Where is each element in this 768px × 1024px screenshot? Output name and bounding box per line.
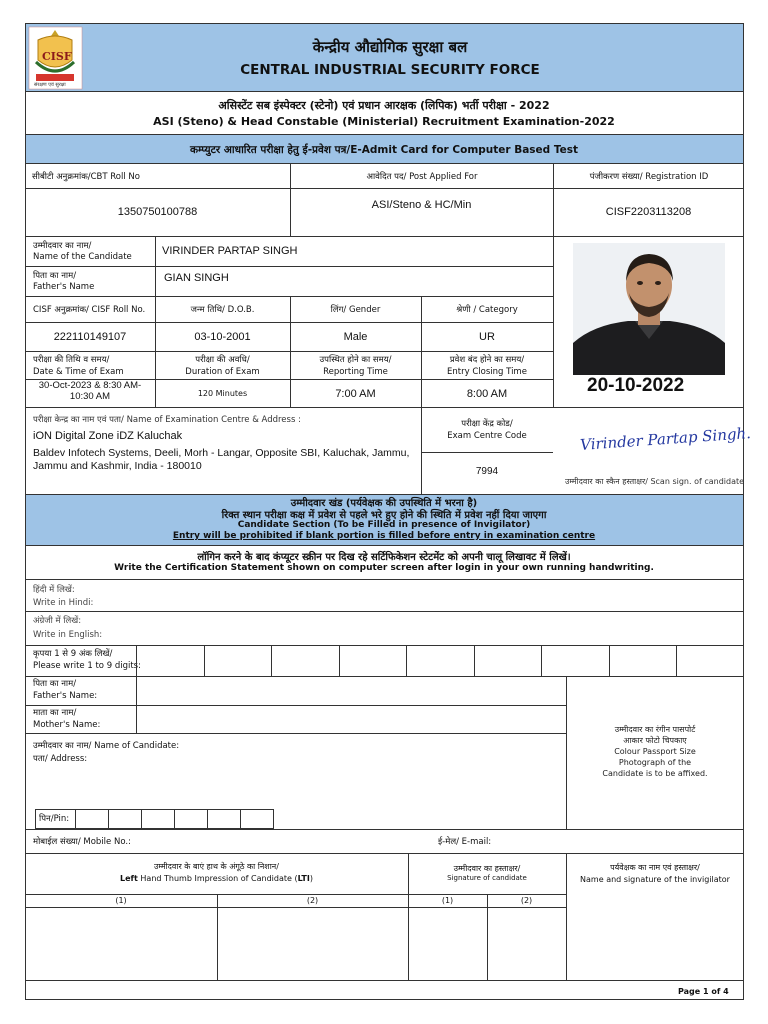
candidate-name-label-en: Name of the Candidate (33, 252, 132, 262)
digit-box-9[interactable] (677, 646, 743, 675)
write-english-label-en: Write in English: (33, 630, 103, 640)
reporting-label-hi: उपस्थित होने का समय/ (319, 355, 392, 365)
affix-photo-en-1: Colour Passport Size (614, 747, 696, 756)
pin-box-1[interactable] (75, 809, 109, 829)
duration-value: 120 Minutes (197, 389, 248, 398)
certification-en: Write the Certification Statement shown on computer screen after login in your own running handwriting. (114, 563, 654, 573)
form-father-label-hi: पिता का नाम/ (33, 679, 77, 689)
digit-box-1[interactable] (137, 646, 203, 675)
digit-box-2[interactable] (205, 646, 270, 675)
affix-photo-area (567, 724, 743, 779)
gender-value: Male (343, 331, 368, 343)
affix-photo-en-2: Photograph of the (618, 758, 692, 767)
scanned-signature-label: उम्मीदवार का स्कैन हस्ताक्षर/ Scan sign. of candidate (565, 477, 745, 486)
thumb-label-en (25, 874, 408, 883)
digit-box-3[interactable] (272, 646, 338, 675)
sig-col-2: (2) (520, 896, 533, 905)
reporting-label-en: Reporting Time (323, 367, 388, 377)
thumb-label-lti: LTI (297, 874, 310, 883)
invigilator-label-en: Name and signature of the invigilator (580, 875, 730, 884)
digit-box-7[interactable] (542, 646, 608, 675)
thumb-label-end: ) (309, 874, 313, 883)
pin-box-2[interactable] (108, 809, 142, 829)
form-mother-field[interactable] (137, 706, 565, 732)
candidate-section-hi-1: उम्मीदवार खंड (पर्यवेक्षक की उपस्थिति में भरना है) (290, 498, 478, 509)
gender-label: लिंग/ Gender (330, 305, 381, 315)
sig-box-2[interactable] (488, 908, 565, 979)
sig-box-1[interactable] (409, 908, 486, 979)
candidate-name-value: VIRINDER PARTAP SINGH (162, 245, 298, 257)
thumb-box-1[interactable] (26, 908, 216, 979)
pin-box-5[interactable] (207, 809, 241, 829)
exam-date-label-hi: परीक्षा की तिथि व समय/ (33, 355, 110, 365)
form-mother-label-hi: माता का नाम/ (33, 708, 77, 718)
form-father-label-en: Father's Name: (33, 691, 98, 701)
sig-label-hi: उम्मीदवार का हस्ताक्षर/ (453, 864, 521, 873)
form-mother-label-en: Mother's Name: (33, 720, 101, 730)
logo-motto: संरक्षण एवं सुरक्षा (34, 82, 66, 88)
header-title-hindi: केन्द्रीय औद्योगिक सुरक्षा बल (312, 38, 468, 56)
header-band (26, 24, 743, 91)
photo-date: 20-10-2022 (587, 375, 685, 396)
centre-label: परीक्षा केन्द्र का नाम एवं पता/ Name of Examination Centre & Address : (33, 415, 301, 425)
duration-label-en: Duration of Exam (185, 367, 260, 377)
exam-date-label-en: Date & Time of Exam (33, 367, 124, 377)
form-address-label: पता/ Address: (33, 754, 88, 764)
digits-label-en: Please write 1 to 9 digits: (33, 661, 141, 671)
mobile-field[interactable] (140, 831, 430, 851)
exam-title-hindi: असिस्टेंट सब इंस्पेक्टर (स्टेनो) एवं प्रधान आरक्षक (लिपिक) भर्ती परीक्षा - 2022 (218, 99, 550, 112)
closing-value: 8:00 AM (466, 388, 508, 400)
pin-box-6[interactable] (240, 809, 274, 829)
thumb-col-2: (2) (306, 896, 319, 905)
exam-date-value: 30-Oct-2023 & 8:30 AM-10:30 AM (38, 380, 142, 402)
centre-name: iON Digital Zone iDZ Kaluchak (33, 430, 183, 442)
mobile-label: मोबाईल संख्या/ Mobile No.: (33, 837, 131, 847)
email-label: ई-मेल/ E-mail: (438, 837, 492, 847)
candidate-name-label-hi: उम्मीदवार का नाम/ (33, 241, 92, 251)
thumb-col-1: (1) (115, 896, 127, 905)
invigilator-box[interactable] (567, 895, 743, 979)
write-hindi-label-hi: हिंदी में लिखें: (33, 585, 75, 595)
father-name-label-hi: पिता का नाम/ (33, 271, 77, 281)
cisf-roll-label: CISF अनुक्रमांक/ CISF Roll No. (33, 305, 146, 315)
centre-code-value: 7994 (475, 466, 499, 477)
pin-label: पिन/Pin: (39, 814, 70, 824)
digit-box-5[interactable] (407, 646, 473, 675)
candidate-section-hi-2: रिक्त स्थान परीक्षा कक्ष में प्रवेश से पहले भरे हुए होने की स्थिति में प्रवेश नहीं दिया जाएगा (221, 510, 547, 521)
digit-box-4[interactable] (340, 646, 405, 675)
thumb-label-hi: उम्मीदवार के बाएं हाथ के अंगूठे का निशान/ (154, 862, 279, 871)
sig-label-en: Signature of candidate (447, 874, 527, 882)
category-label: श्रेणी / Category (456, 305, 518, 315)
thumb-label-mid: Hand Thumb Impression of Candidate ( (137, 874, 298, 883)
pin-row (35, 809, 275, 829)
duration-label-hi: परीक्षा की अवधि/ (195, 355, 250, 365)
form-name-address-field[interactable] (30, 766, 560, 806)
affix-photo-hi-1: उम्मीदवार का रंगीन पासपोर्ट (614, 725, 696, 734)
sig-col-1: (1) (441, 896, 454, 905)
write-english-field[interactable] (110, 612, 740, 644)
affix-photo-hi-2: आकार फोटो चिपकाए (623, 736, 687, 745)
closing-label-en: Entry Closing Time (447, 367, 527, 377)
write-hindi-field[interactable] (110, 580, 740, 610)
registration-label: पंजीकरण संख्या/ Registration ID (589, 172, 709, 182)
form-name-label: उम्मीदवार का नाम/ Name of Candidate: (33, 741, 180, 751)
logo-text: CISF (42, 50, 72, 63)
father-name-value: GIAN SINGH (164, 272, 229, 284)
pin-box-4[interactable] (174, 809, 208, 829)
candidate-section-en-1: Candidate Section (To be Filled in presence of Invigilator) (237, 520, 531, 530)
thumb-box-2[interactable] (218, 908, 407, 979)
candidate-section-en-2: Entry will be prohibited if blank portion is filled before entry in examination centre (172, 531, 596, 541)
reporting-value: 7:00 AM (335, 388, 376, 400)
write-hindi-label-en: Write in Hindi: (33, 598, 94, 608)
admit-card-title: कम्प्युटर आधारित परीक्षा हेतु ई-प्रवेश पत्र/E-Admit Card for Computer Based Test (189, 144, 579, 156)
email-field[interactable] (500, 831, 740, 851)
centre-code-label-hi: परीक्षा केंद्र कोड/ (461, 419, 513, 429)
category-value: UR (479, 331, 495, 343)
form-father-field[interactable] (137, 677, 565, 704)
affix-photo-en-3: Candidate is to be affixed. (602, 769, 708, 778)
dob-label: जन्म तिथि/ D.O.B. (190, 305, 255, 315)
closing-label-hi: प्रवेश बंद होने का समय/ (449, 355, 525, 365)
thumb-label-left: Left (120, 874, 138, 883)
cisf-roll-value: 222110149107 (53, 331, 127, 343)
cbt-roll-value: 1350750100788 (117, 206, 198, 218)
cisf-logo (28, 26, 83, 90)
write-english-label-hi: अंग्रेजी में लिखें: (33, 616, 82, 626)
digit-box-6[interactable] (475, 646, 540, 675)
exam-title-english: ASI (Steno) & Head Constable (Ministerial) Recruitment Examination-2022 (153, 115, 615, 128)
digits-label-hi: कृपया 1 से 9 अंक लिखें/ (33, 649, 113, 659)
post-value: ASI/Steno & HC/Min (371, 199, 472, 211)
cbt-roll-label: सीबीटी अनुक्रमांक/CBT Roll No (32, 172, 140, 182)
centre-code-label-en: Exam Centre Code (447, 431, 527, 441)
dob-value: 03-10-2001 (194, 331, 251, 343)
digit-box-8[interactable] (610, 646, 675, 675)
father-name-label-en: Father's Name (33, 282, 95, 292)
header-title-english: CENTRAL INDUSTRIAL SECURITY FORCE (240, 62, 540, 78)
pin-box-3[interactable] (141, 809, 175, 829)
candidate-photo (573, 243, 725, 375)
invigilator-label-hi: पर्यवेक्षक का नाम एवं हस्ताक्षर/ (610, 863, 700, 872)
centre-address: Baldev Infotech Systems, Deeli, Morh - Langar, Opposite SBI, Kaluchak, Jammu, Jammu and Kashmir, India - 180010 (33, 447, 410, 472)
registration-value: CISF2203113208 (605, 206, 692, 218)
scanned-signature: Virinder Partap Singh. (579, 424, 752, 454)
post-label: आवेदित पद/ Post Applied For (366, 172, 478, 182)
page-number: Page 1 of 4 (678, 987, 729, 996)
certification-hi: लॉगिन करने के बाद कंप्यूटर स्क्रीन पर दिख रहे सर्टिफिकेशन स्टेटमेंट को अपनी चालू लिखावट में लिखें। (197, 552, 571, 563)
